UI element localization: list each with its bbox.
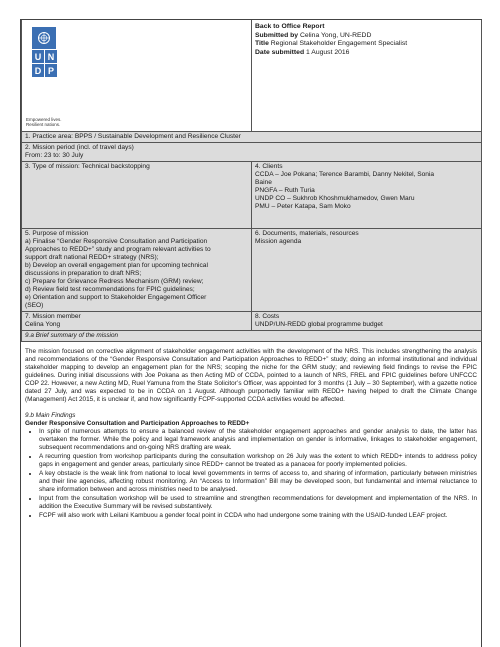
report-page (20, 19, 482, 647)
practice-area: 1. Practice area: BPPS / Sustainable Development and Resilience Cluster (22, 132, 482, 143)
findings-list (25, 428, 477, 520)
report-title: Back to Office Report (255, 23, 325, 30)
list-item: • In spite of numerous attempts to ensure a balanced review of the stakeholder engagement approaches and gender analysis to date, the latter has overtaken the former. While the policy and legal framework analysis and implementation on gender is informative, linkages to stakeholder engagement, subsequent recommendations and on-going NRS drafting are weak. (39, 428, 477, 452)
mission-summary: The mission focused on corrective alignment of stakeholder engagement activities with the development of the NRS. This includes strengthening the analysis and recommendations of the “Gender Responsive Consultation and Participation Approaches to REDD+” study; doing an informal institutional and individual stakeholder mapping to develop an engagement plan for the NRS; scoping the niche for the GRM study; and reviewing field findings to revise the FPIC guidelines. During initial discussions with Joe Pokana as then Acting MD of CCDA, pointed to a launch of NRS, FREL and FPIC guidelines before UNFCCC COP 22. However, a new Acting MD, Ruel Yamuna from the State Solicitor’s Officer, was appointed for 3 months (1 July – 30 September), with a gazette notice dated 27 July, and was expected to be in CCDA on 1 August. Although purportedly familiar with REDD+ having helped to draft the Climate Change (Management) Act 2015, it is unclear if, and how significantly FCPF-supported CCDA activities would be affected. (25, 348, 477, 403)
summary-label: 9.a Brief summary of the mission (22, 331, 482, 342)
logo-letter: P (45, 64, 57, 77)
logo-letter: U (32, 50, 44, 63)
logo-letter: N (45, 50, 57, 63)
logo-cell (22, 20, 252, 132)
mission-period: 2. Mission period (incl. of travel days) From: 23 to: 30 July (22, 143, 482, 162)
submitted-by: Submitted by Celina Yong, UN-REDD (255, 31, 372, 39)
un-emblem-icon (32, 27, 56, 49)
mission-member: 7. Mission member Celina Yong (22, 312, 252, 331)
list-item: • FCPF will also work with Leilani Kambuou a gender focal point in CCDA who had undergone some training with the USAID-funded LEAF project. (39, 512, 477, 520)
report-body (21, 342, 481, 520)
findings-heading: Gender Responsive Consultation and Participation Approaches to REDD+ (25, 420, 250, 427)
list-item: • A key obstacle is the weak link from national to local level governments in terms of access to, and sharing of information, particularly between ministries and their line agencies, affecting robust monitoring. An “Access to Information” Bill may be developed soon, but fundamental and internal reluctance to share information between and across ministries need to be analysed. (39, 470, 477, 494)
report-header-table (21, 20, 482, 342)
documents: 6. Documents, materials, resources Mission agenda (252, 229, 482, 312)
list-item: • Input from the consultation workshop will be used to streamline and strengthen recommendations for development and implementation of the NRS. In addition the Executive Summary will be revised substantively. (39, 495, 477, 511)
undp-logo (32, 27, 56, 77)
list-item: • A recurring question from workshop participants during the consultation workshop on 26 July was the extent to which REDD+ intends to address policy gaps in engagement and gender areas, particularly since REDD+ cannot be treated as a panacea for poorly implemented policies. (39, 453, 477, 469)
findings-label: 9.b Main Findings (25, 412, 76, 419)
purpose-of-mission: 5. Purpose of mission a) Finalise “Gender Responsive Consultation and Participation Approaches to REDD+” study and program relevant activities to support draft national REDD+ strategy (NRS); b) Develop an overall engagement plan for upcoming technical discussions in preparation to draft NRS; c) Prepare for Grievance Redress Mechanism (GRM) review; d) Review field test recommendations for FPIC guidelines; e) Orientation and support to Stakeholder Engagement Officer (SEO) (22, 229, 252, 312)
date-submitted: Date submitted 1 August 2016 (255, 48, 350, 56)
costs: 8. Costs UNDP/UN-REDD global programme budget (252, 312, 482, 331)
type-of-mission: 3. Type of mission: Technical backstopping (22, 162, 252, 229)
clients: 4. Clients CCDA – Joe Pokana; Terence Barambi, Danny Nekitel, Sonia Baine PNGFA – Ruth Turia UNDP CO – Sukhrob Khoshmukhamedov, Gwen Maru PMU – Peter Katapa, Sam Moko (252, 162, 482, 229)
logo-letter: D (32, 64, 44, 77)
report-meta (252, 20, 482, 132)
title-line: Title Regional Stakeholder Engagement Specialist (255, 40, 408, 47)
logo-tagline: Empowered lives. Resilient nations. (26, 117, 62, 127)
